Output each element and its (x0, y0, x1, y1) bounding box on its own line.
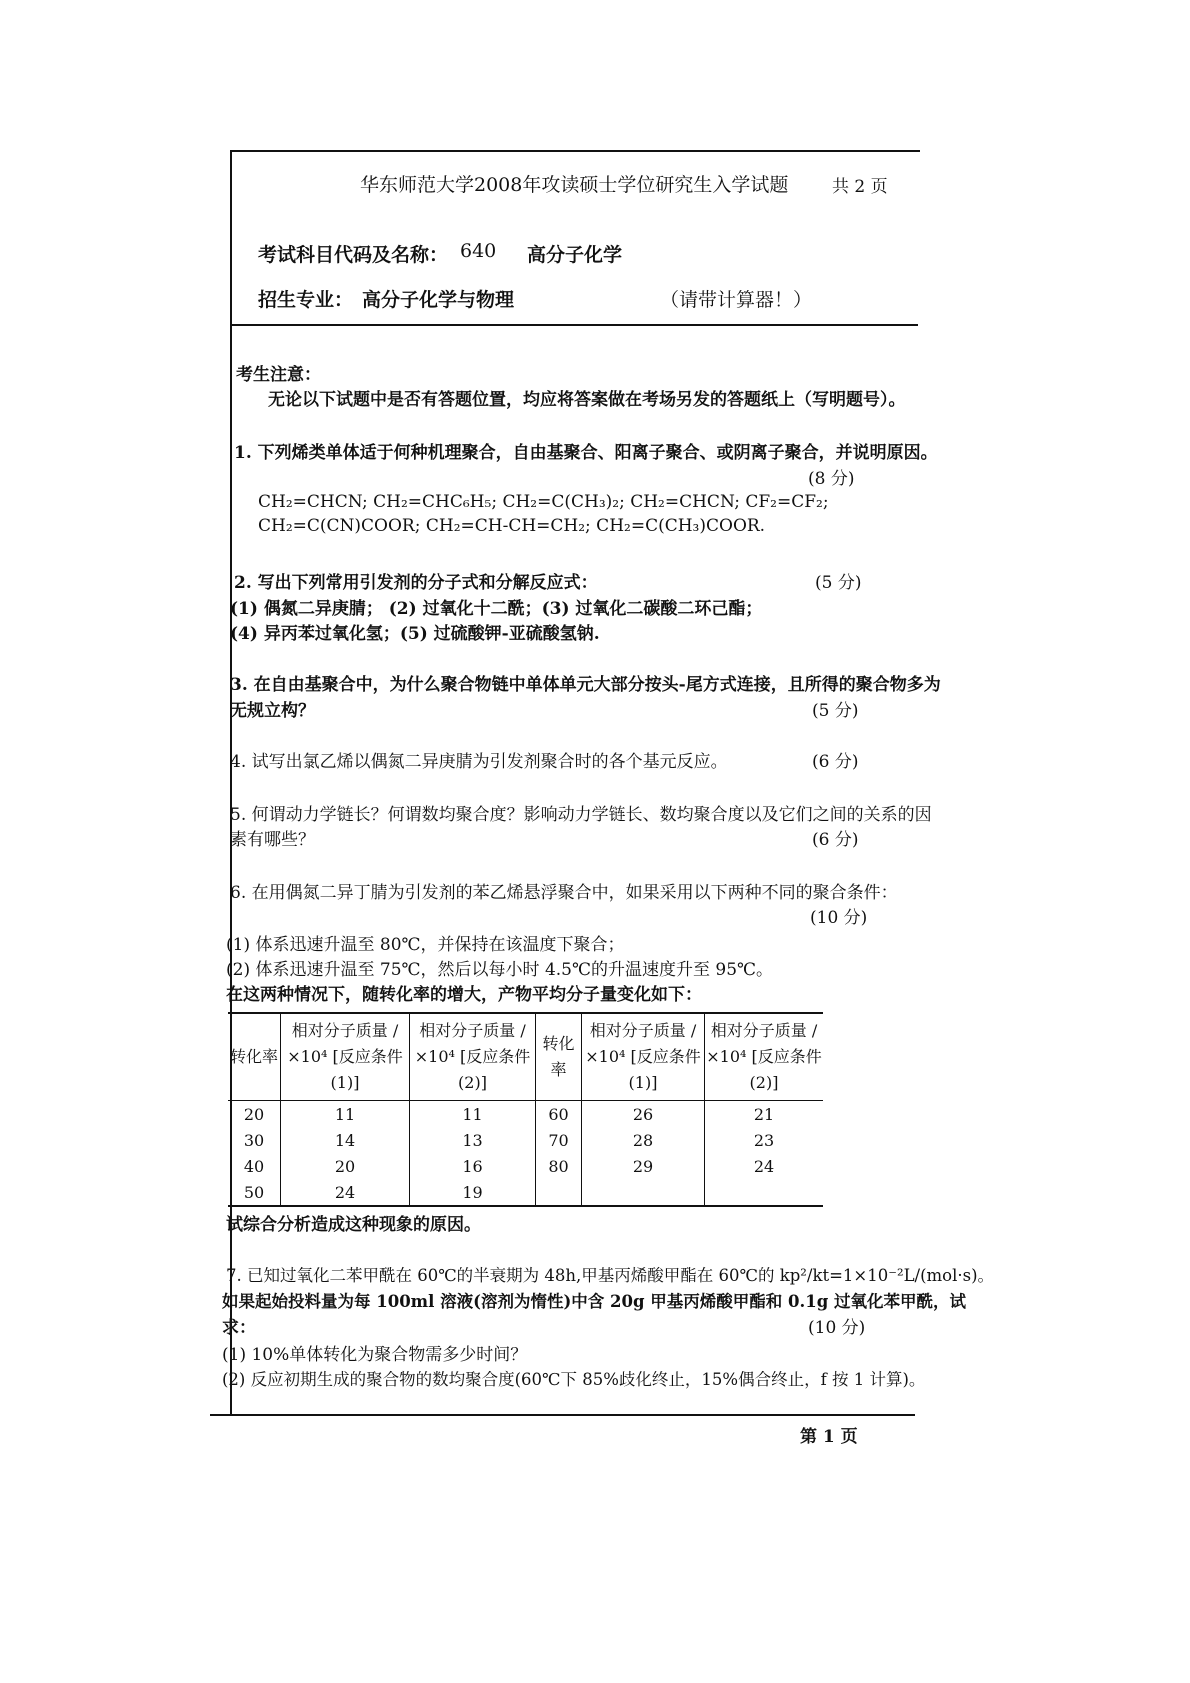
header-divider (230, 324, 918, 326)
header-mw-cond1-b: 相对分子质量 /×10⁴ [反应条件(1)] (582, 1013, 705, 1101)
page-count: 共 2 页 (832, 177, 888, 197)
cell: 60 (536, 1101, 582, 1128)
q6-condition-2: (2) 体系迅速升温至 75℃，然后以每小时 4.5℃的升温速度升至 95℃。 (226, 960, 774, 980)
cell: 80 (536, 1153, 582, 1179)
border-bottom (210, 1414, 915, 1416)
cell (582, 1179, 705, 1206)
cell: 14 (281, 1127, 410, 1153)
molecular-weight-table (228, 1012, 823, 1207)
cell: 26 (582, 1101, 705, 1128)
q3-text-1: 3. 在自由基聚合中，为什么聚合物链中单体单元大部分按头-尾方式连接，且所得的聚合物多为 (230, 675, 941, 695)
q6-condition-1: (1) 体系迅速升温至 80℃，并保持在该温度下聚合； (226, 935, 625, 955)
table-row (228, 1101, 823, 1128)
q1-formulas-2: CH₂=C(CN)COOR; CH₂=CH-CH=CH₂; CH₂=C(CH₃)COOR. (258, 516, 766, 536)
q4-text: 4. 试写出氯乙烯以偶氮二异庚腈为引发剂聚合时的各个基元反应。 (230, 752, 728, 772)
q2-text: 2. 写出下列常用引发剂的分子式和分解反应式： (234, 573, 598, 593)
cell: 16 (410, 1153, 536, 1179)
table-header-row (228, 1013, 823, 1101)
header-mw-cond2-b: 相对分子质量 /×10⁴ [反应条件(2)] (705, 1013, 824, 1101)
q5-text-2: 素有哪些？ (230, 830, 315, 850)
header-mw-cond1-a: 相对分子质量 /×10⁴ [反应条件(1)] (281, 1013, 410, 1101)
cell: 20 (243, 1104, 265, 1124)
exam-title: 华东师范大学2008年攻读硕士学位研究生入学试题 (360, 174, 789, 196)
q6-intro: 在这两种情况下，随转化率的增大，产物平均分子量变化如下： (226, 985, 702, 1005)
cell: 30 (243, 1130, 265, 1150)
q6-score: (10 分) (810, 908, 868, 928)
q7-text-3: 求： (222, 1318, 256, 1338)
cell: 24 (281, 1179, 410, 1206)
q5-text-1: 5. 何谓动力学链长？何谓数均聚合度？影响动力学链长、数均聚合度以及它们之间的关系的因 (230, 805, 932, 825)
cell: 29 (582, 1153, 705, 1179)
cell: 19 (410, 1179, 536, 1206)
table-row (228, 1179, 823, 1206)
header-conversion-2: 转化率 (536, 1013, 582, 1101)
cell: 40 (243, 1156, 265, 1176)
subject-name: 高分子化学 (527, 244, 623, 266)
q1-text: 1. 下列烯类单体适于何种机理聚合，自由基聚合、阳离子聚合、或阴离子聚合，并说明原因。 (234, 443, 938, 463)
q5-score: (6 分) (812, 830, 859, 850)
table-row (228, 1153, 823, 1179)
q7-text-2: 如果起始投料量为每 100ml 溶液(溶剂为惰性)中含 20g 甲基丙烯酸甲酯和 0.1g 过氧化苯甲酰，试 (222, 1292, 966, 1311)
header-mw-cond2-a: 相对分子质量 /×10⁴ [反应条件(2)] (410, 1013, 536, 1101)
q7-score: (10 分) (808, 1318, 866, 1338)
q7-sub-1: (1) 10%单体转化为聚合物需多少时间？ (222, 1345, 528, 1365)
subject-label: 考试科目代码及名称： (258, 244, 449, 266)
q7-text-1: 7. 已知过氧化二苯甲酰在 60℃的半衰期为 48h,甲基丙烯酸甲酯在 60℃的 kp²/kt=1×10⁻²L/(mol·s)。 (226, 1266, 995, 1285)
cell: 21 (705, 1101, 824, 1128)
q1-formulas-1: CH₂=CHCN; CH₂=CHC₆H₅; CH₂=C(CH₃)₂; CH₂=CHCN; CF₂=CF₂; (258, 492, 829, 512)
major-name: 高分子化学与物理 (362, 289, 515, 311)
q7-sub-2: (2) 反应初期生成的聚合物的数均聚合度(60℃下 85%歧化终止，15%偶合终止，f 按 1 计算)。 (222, 1370, 926, 1389)
notice-text: 无论以下试题中是否有答题位置，均应将答案做在考场另发的答题纸上（写明题号）。 (268, 390, 906, 410)
q4-score: (6 分) (812, 752, 859, 772)
cell: 11 (281, 1101, 410, 1128)
border-top (232, 150, 920, 152)
page-number: 第 1 页 (800, 1427, 858, 1447)
cell: 70 (536, 1127, 582, 1153)
q2-item-2: (4) 异丙苯过氧化氢；(5) 过硫酸钾-亚硫酸氢钠. (230, 624, 600, 644)
subject-code: 640 (460, 240, 497, 262)
cell: 11 (410, 1101, 536, 1128)
q1-score: (8 分) (808, 469, 855, 489)
calculator-note: （请带计算器！） (660, 289, 813, 311)
q6-text: 6. 在用偶氮二异丁腈为引发剂的苯乙烯悬浮聚合中，如果采用以下两种不同的聚合条件： (230, 883, 898, 903)
major-label: 招生专业： (258, 289, 354, 311)
header-conversion-1: 转化率 (228, 1013, 281, 1101)
cell: 24 (705, 1153, 824, 1179)
q3-score: (5 分) (812, 701, 859, 721)
cell: 28 (582, 1127, 705, 1153)
q3-text-2: 无规立构？ (230, 701, 315, 721)
cell: 23 (705, 1127, 824, 1153)
cell (536, 1179, 582, 1206)
cell (705, 1179, 824, 1206)
q6-question: 试综合分析造成这种现象的原因。 (226, 1215, 481, 1235)
cell: 13 (410, 1127, 536, 1153)
q2-score: (5 分) (815, 573, 862, 593)
cell: 20 (281, 1153, 410, 1179)
table-row (228, 1127, 823, 1153)
q2-item-1: (1) 偶氮二异庚腈； (2) 过氧化十二酰；(3) 过氧化二碳酸二环己酯； (230, 599, 763, 619)
cell: 50 (243, 1182, 265, 1202)
notice-title: 考生注意： (236, 365, 321, 385)
